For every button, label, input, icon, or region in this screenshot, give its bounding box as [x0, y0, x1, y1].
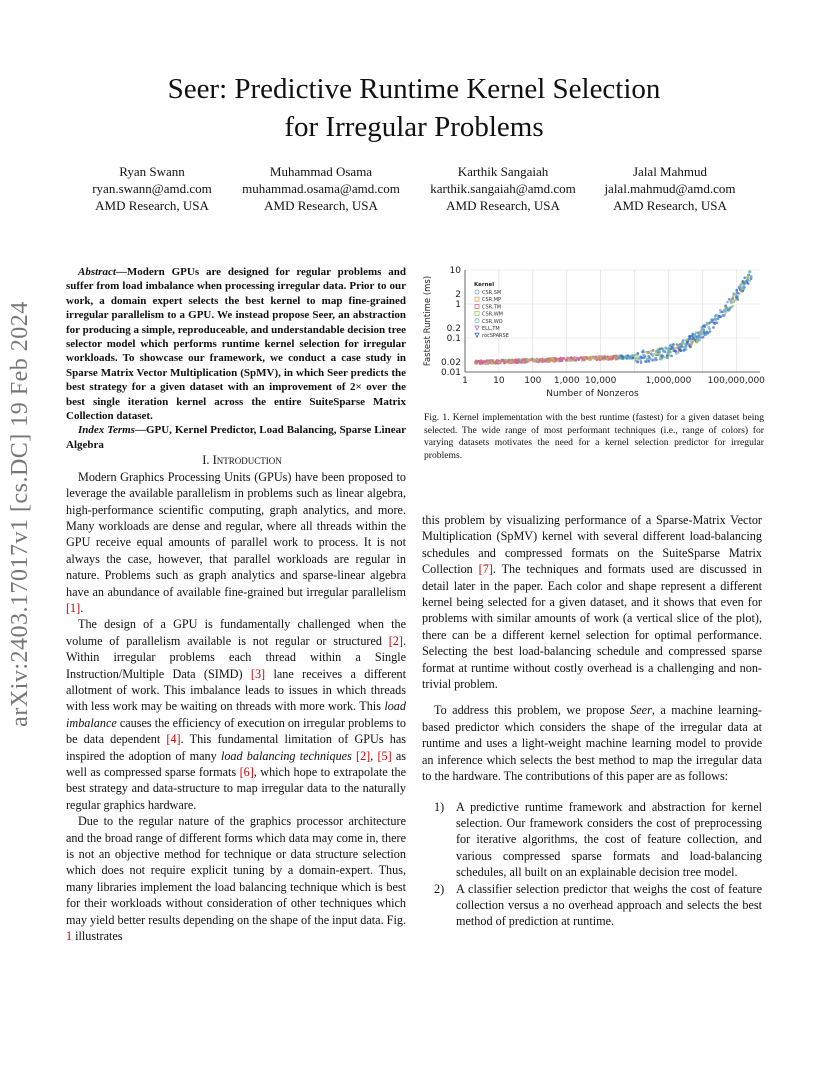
citation-link[interactable]: [5]	[377, 748, 392, 763]
citation-link[interactable]: [7]	[478, 562, 493, 577]
data-point	[715, 314, 718, 317]
index-terms-text: —GPU, Kernel Predictor, Load Balancing, Sparse Linear Algebra	[66, 424, 406, 451]
data-point	[585, 356, 588, 359]
data-point	[635, 357, 638, 360]
data-point	[650, 350, 653, 353]
data-point	[588, 358, 591, 361]
y-tick-label: 0.1	[446, 334, 461, 344]
data-point	[653, 353, 656, 356]
data-point	[670, 355, 673, 358]
data-point	[638, 357, 641, 360]
data-point	[596, 357, 599, 360]
author-affiliation: AMD Research, USA	[613, 198, 727, 213]
data-point	[718, 315, 721, 318]
legend-entry: CSR,TM	[482, 304, 502, 311]
abstract-text: —Modern GPUs are designed for regular problems and suffer from load imbalance when processing irregular data. Prior to our work, a domain expert selects the best kernel to map fine-grained irregular parallelism to a GPU. We instead propose Seer, an abstraction for producing a simple, reproduceable, and understandable decision tree selector model which performs runtime kernel selection for irregular workloads. To showcase our framework, we conduct a case study in Sparse Matrix Vector Multiplication (SpMV), in which Seer predicts the best strategy for a given dataset with an improvement of 2× over the best single iteration kernel across the entire SuiteSparse Matrix Collection dataset.	[66, 266, 407, 423]
citation-link[interactable]: [2]	[356, 748, 371, 763]
y-tick-label: 2	[455, 289, 461, 300]
y-tick-label: 0.02	[440, 357, 461, 368]
right-column	[422, 512, 762, 930]
data-point	[662, 348, 665, 351]
author-name: Jalal Mahmud	[632, 164, 707, 179]
legend-title: Kernel	[474, 282, 495, 288]
data-point	[717, 317, 720, 320]
abstract	[66, 265, 406, 423]
data-point	[714, 322, 717, 325]
data-point	[741, 290, 744, 293]
legend-entry: CSR,WO	[482, 318, 503, 325]
data-point	[629, 356, 632, 359]
data-point	[561, 359, 564, 362]
author-block	[57, 163, 247, 214]
data-point	[532, 360, 535, 363]
data-point	[487, 361, 490, 364]
data-point	[743, 277, 746, 280]
data-point	[548, 357, 551, 360]
data-point	[747, 279, 750, 282]
data-point	[730, 306, 733, 309]
data-point	[725, 307, 728, 310]
citation-link[interactable]: [3]	[250, 666, 266, 681]
data-point	[664, 346, 667, 349]
data-point	[647, 355, 650, 358]
data-point	[557, 357, 560, 360]
data-point	[708, 328, 711, 331]
list-item: 1) A predictive runtime framework and abstraction for kernel selection. Our framework considers the cost of preprocessing for iterative algorithms, the cost of feature collection, and various compressed sparse formats and load-balancing schedules, all built on an explainable decision tree model.	[434, 799, 762, 880]
data-point	[621, 357, 624, 360]
x-tick-label: 1,000,000	[645, 376, 692, 386]
data-point	[735, 289, 738, 292]
legend-entry: CSR,MP	[482, 297, 502, 304]
data-point	[538, 360, 541, 363]
data-point	[732, 296, 735, 299]
index-terms-label: Index Terms	[78, 424, 135, 437]
data-point	[724, 304, 727, 307]
legend-entry: CSR,SM	[482, 290, 502, 296]
data-point	[677, 351, 680, 354]
data-point	[509, 360, 512, 363]
arxiv-sidebar-id: arXiv:2403.17017v1 [cs.DC] 19 Feb 2024	[7, 301, 33, 727]
data-point	[709, 321, 712, 324]
data-point	[747, 282, 750, 285]
data-point	[632, 354, 635, 357]
section-heading: I. Introduction	[202, 453, 282, 468]
data-point	[702, 336, 705, 339]
author-name: Muhammad Osama	[269, 164, 373, 179]
data-point	[566, 357, 569, 360]
author-email: muhammad.osama@amd.com	[242, 181, 400, 196]
data-point	[740, 283, 743, 286]
data-point	[701, 327, 704, 330]
data-point	[686, 338, 689, 341]
citation-link[interactable]: [1]	[66, 600, 81, 615]
legend-marker	[475, 333, 479, 337]
data-point	[645, 357, 648, 360]
data-point	[659, 348, 662, 351]
intro-paragraph-1: Modern Graphics Processing Units (GPUs) have been proposed to leverage the available parallelism in problems such as linear algebra, high-performance scientific computing, graph analytics, and more. Many workloads are dense and regular, where all threads within the GPU receive equal amounts of parallel work to process. It is not always the case, however, that parallel workloads are regular in nature. Problems such as graph analytics and sparse-linear algebra have an abundance of available fine-grained but irregular parallelism [1].	[66, 469, 406, 615]
x-tick-label: 10	[493, 376, 505, 386]
data-point	[680, 349, 683, 352]
runtime-scatter-chart	[420, 262, 770, 397]
right-paragraph-2: To address this problem, we propose Seer, a machine learning-based predictor which considers the shape of the irregular data at runtime and uses a light-weight machine learning model to provide an inference which selects the best method to map the irregular data to the hardware. The contributions of this paper are as follows:	[422, 703, 762, 784]
data-point	[712, 326, 715, 329]
data-point	[669, 351, 672, 354]
data-point	[617, 356, 620, 359]
author-block	[408, 163, 598, 214]
left-column	[66, 265, 406, 944]
data-point	[593, 358, 596, 361]
x-tick-label: 100,000,000	[707, 376, 765, 386]
data-point	[609, 358, 612, 361]
data-point	[727, 308, 730, 311]
data-point	[743, 284, 746, 287]
data-point	[589, 356, 592, 359]
data-point	[641, 351, 644, 354]
data-point	[495, 360, 498, 363]
figure-caption: Fig. 1. Kernel implementation with the best runtime (fastest) for a given dataset being selected. The wide range of most performant techniques (i.e., range of colors) for varying datasets motivates the need for a kernel selection predictor for irregular problems.	[424, 412, 764, 461]
data-point	[536, 358, 539, 361]
data-point	[654, 357, 657, 360]
data-point	[685, 348, 688, 351]
data-point	[600, 356, 603, 359]
data-point	[738, 286, 741, 289]
data-point	[648, 360, 651, 363]
x-tick-label: 100	[524, 376, 542, 386]
legend-marker	[475, 297, 479, 301]
author-affiliation: AMD Research, USA	[264, 198, 378, 213]
data-point	[735, 294, 738, 297]
index-terms	[66, 423, 406, 452]
y-axis-label: Fastest Runtime (ms)	[423, 275, 433, 367]
data-point	[681, 342, 684, 345]
data-point	[625, 356, 628, 359]
data-point	[688, 344, 691, 347]
data-point	[650, 358, 653, 361]
data-point	[676, 347, 679, 350]
legend-entry: ELL,TM	[482, 326, 500, 332]
data-point	[483, 360, 486, 363]
author-affiliation: AMD Research, USA	[95, 198, 209, 213]
data-point	[697, 336, 700, 339]
data-point	[680, 345, 683, 348]
data-point	[666, 354, 669, 357]
data-point	[529, 358, 532, 361]
data-point	[736, 296, 739, 299]
data-point	[703, 331, 706, 334]
data-point	[523, 358, 526, 361]
data-point	[640, 361, 643, 364]
citation-link[interactable]: [2]	[388, 633, 403, 648]
right-paragraph-1: this problem by visualizing performance of a Sparse-Matrix Vector Multiplication (SpMV) kernel with several different load-balancing schedules and compressed formats on the SuiteSparse Matrix Collection [7]. The techniques and formats used are discussed in detail later in the paper. Each color and shape represent a different kernel being selected for a given dataset, and it shows that even for problems with similar amounts of work (a vertical slice of the plot), there can be a different kernel selection for optimal performance. Selecting the best load-balancing schedule and compressed sparse format at runtime without costly overhead is a challenging and non-trivial problem.	[422, 513, 762, 692]
citation-link[interactable]: [4]	[166, 732, 181, 747]
author-block	[226, 163, 416, 214]
data-point	[655, 350, 658, 353]
data-point	[726, 301, 729, 304]
author-name: Ryan Swann	[119, 164, 185, 179]
data-point	[647, 352, 650, 355]
title-line-2: for Irregular Problems	[284, 111, 544, 143]
author-affiliation: AMD Research, USA	[446, 198, 560, 213]
data-point	[517, 360, 520, 363]
legend-marker	[475, 312, 479, 316]
legend-entry: CSR,WM	[482, 311, 503, 318]
data-point	[750, 276, 753, 279]
data-point	[581, 357, 584, 360]
data-point	[636, 361, 639, 364]
figure-link[interactable]: 1	[66, 929, 73, 944]
x-tick-label: 10,000	[584, 376, 617, 386]
legend-entry: rocSPARSE	[482, 333, 509, 340]
author-name: Karthik Sangaiah	[457, 164, 549, 179]
data-point	[691, 340, 694, 343]
data-point	[606, 357, 609, 360]
data-point	[544, 360, 547, 363]
data-point	[645, 360, 648, 363]
data-point	[677, 344, 680, 347]
data-point	[560, 357, 563, 360]
data-point	[497, 359, 500, 362]
contributions-list	[422, 799, 762, 930]
data-point	[709, 330, 712, 333]
data-point	[730, 299, 733, 302]
data-point	[722, 310, 725, 313]
author-email: ryan.swann@amd.com	[92, 181, 212, 196]
y-tick-label: 0.2	[446, 323, 461, 334]
y-tick-label: 1	[455, 300, 461, 310]
y-tick-label: 0.01	[440, 368, 461, 378]
data-point	[642, 354, 645, 357]
title-line-1: Seer: Predictive Runtime Kernel Selection	[167, 73, 661, 105]
data-point	[685, 345, 688, 348]
data-point	[748, 270, 751, 273]
data-point	[658, 353, 661, 356]
y-tick-label: 10	[449, 266, 461, 276]
list-item: 2) A classifier selection predictor that weighs the cost of feature collection versus a no overhead approach and selects the best method of prediction at runtime.	[434, 881, 762, 929]
legend-marker	[475, 326, 479, 330]
x-tick-label: 1	[462, 376, 468, 386]
data-point	[563, 357, 566, 360]
legend-marker	[475, 319, 479, 323]
data-point	[671, 346, 674, 349]
data-point	[698, 334, 701, 337]
data-point	[659, 358, 662, 361]
data-point	[570, 359, 573, 362]
author-block	[575, 163, 765, 214]
data-point	[636, 354, 639, 357]
data-point	[714, 318, 717, 321]
citation-link[interactable]: [6]	[239, 765, 254, 779]
data-point	[502, 359, 505, 362]
data-point	[736, 292, 739, 295]
data-point	[690, 335, 693, 338]
data-point	[747, 274, 750, 277]
data-point	[493, 362, 496, 365]
paper-title	[0, 70, 828, 146]
x-axis-label: Number of Nonzeros	[546, 389, 639, 397]
abstract-label: Abstract	[78, 266, 116, 278]
data-point	[694, 333, 697, 336]
data-point	[734, 299, 737, 302]
author-email: karthik.sangaiah@amd.com	[430, 181, 576, 196]
data-point	[672, 343, 675, 346]
data-point	[707, 332, 710, 335]
data-point	[743, 280, 746, 283]
legend-marker	[475, 304, 479, 308]
data-point	[699, 331, 702, 334]
data-point	[579, 356, 582, 359]
data-point	[476, 361, 479, 364]
data-point	[614, 356, 617, 359]
data-point	[553, 360, 556, 363]
data-point	[547, 360, 550, 363]
data-point	[723, 313, 726, 316]
data-point	[555, 357, 558, 360]
intro-paragraph-3: Due to the regular nature of the graphics processor architecture and the broad range of different forms which data may come in, there is not an objective method for technique or data structure selection which does not require explicit tuning by a domain-expert. Thus, many libraries implement the load balancing technique which is best for their workloads without consideration of other techniques which may yield better results depending on the shape of the input data. Fig. 1 illustrates	[66, 814, 406, 944]
x-tick-label: 1,000	[553, 376, 580, 386]
data-point	[674, 350, 677, 353]
intro-paragraph-2: The design of a GPU is fundamentally challenged when the volume of parallelism available is not regular or structured [2]. Within irregular problems each thread within a Single Instruction/Multiple Data (SIMD) [3] lane receives a different allotment of work. This imbalance leads to issues in which threads with less work may be waiting on threads with more work. This load imbalance causes the efficiency of execution on irregular problems to be data dependent [4]. This fundamental limitation of GPUs has inspired the adoption of many load balancing techniques [2], [5] as well as compressed sparse formats [6], which hope to extrapolate the best strategy and data-structure to map irregular data to the naturally regular graphics hardware.	[66, 617, 407, 812]
data-point	[725, 309, 728, 312]
data-point	[662, 356, 665, 359]
data-point	[640, 356, 643, 359]
data-point	[666, 357, 669, 360]
author-email: jalal.mahmud@amd.com	[604, 181, 736, 196]
data-point	[682, 339, 685, 342]
legend-marker	[475, 290, 479, 294]
data-point	[491, 359, 494, 362]
